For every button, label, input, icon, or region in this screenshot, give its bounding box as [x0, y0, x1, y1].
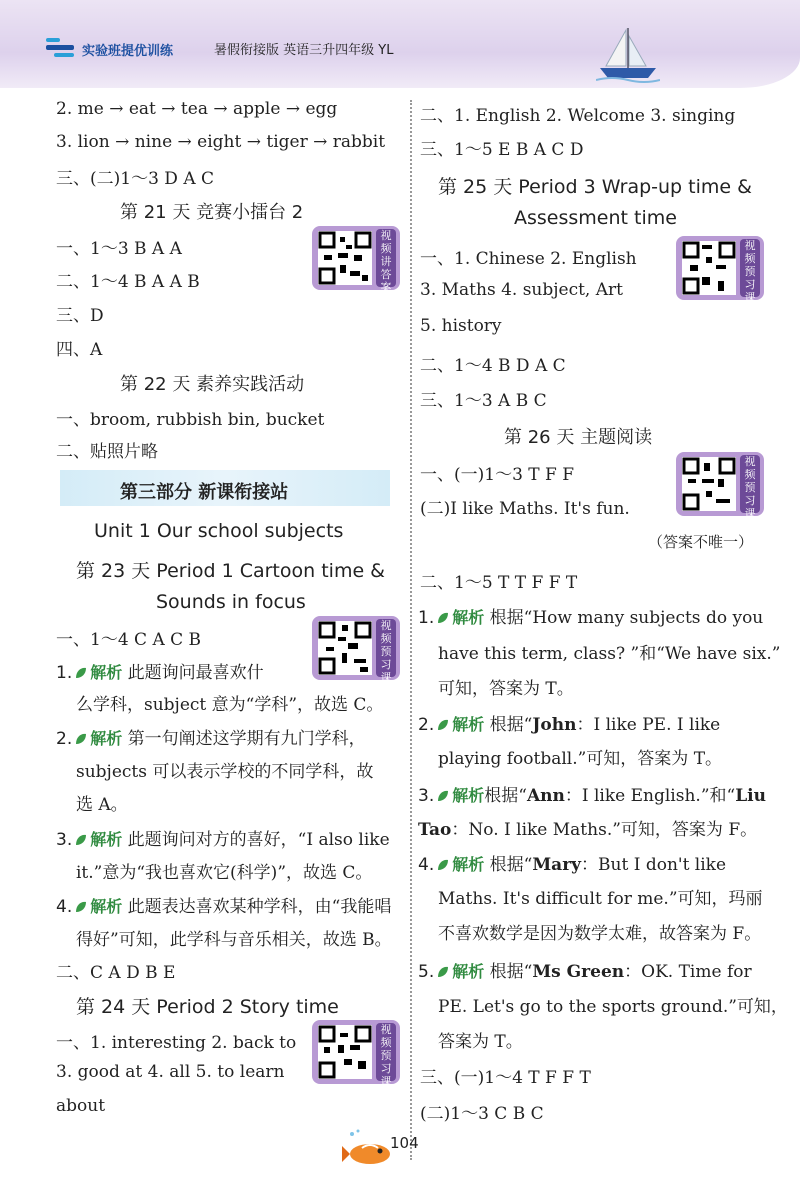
explanation-text: 根据“ — [484, 855, 533, 875]
item-number: 1. — [418, 608, 435, 628]
qr-pattern — [682, 457, 736, 511]
section-title-day26: 第 26 天 主题阅读 — [504, 427, 653, 448]
answer-line: (二)1～3 C B C — [420, 1104, 544, 1124]
unit-title: Unit 1 Our school subjects — [94, 520, 344, 542]
page-number: 104 — [390, 1134, 419, 1152]
qr-pattern — [682, 241, 736, 295]
section-title-day22: 第 22 天 素养实践活动 — [120, 374, 305, 395]
analysis-label: 解析 — [452, 715, 485, 734]
analysis-label: 解析 — [90, 729, 123, 748]
explanation-text: 答案为 T。 — [438, 1032, 523, 1052]
leaf-icon — [436, 718, 450, 732]
explanation-text: ：I like English.”和“ — [564, 786, 736, 806]
analysis-label: 解析 — [452, 608, 485, 627]
column-divider — [410, 100, 412, 1160]
explanation-4 — [56, 892, 391, 917]
answer-line: 三、1～3 A B C — [420, 391, 547, 411]
explanation-text: 根据“ — [484, 715, 533, 735]
explanation-text: 根据“How many subjects do you — [484, 608, 764, 628]
answer-line: 一、1. Chinese 2. English — [420, 249, 637, 269]
explanation-text: have this term, class? ”和“We have six.” — [438, 644, 781, 664]
item-number: 1. — [56, 663, 73, 683]
qr-code-video[interactable] — [676, 236, 764, 304]
item-number: 2. — [418, 715, 435, 735]
leaf-icon — [436, 611, 450, 625]
answer-line: 三、D — [56, 306, 104, 326]
explanation-text: PE. Let's go to the sports ground.”可知， — [438, 997, 788, 1017]
answer-line: 一、1～4 C A C B — [56, 630, 202, 650]
leaf-icon — [436, 789, 450, 803]
explanation-text: 选 A。 — [76, 795, 128, 815]
answer-line: 二、1. English 2. Welcome 3. singing — [420, 106, 736, 126]
explanation-text: 根据“ — [484, 786, 527, 806]
analysis-label: 解析 — [90, 663, 123, 682]
explanation-1 — [56, 658, 264, 683]
sailboat-icon — [596, 26, 660, 84]
leaf-icon — [74, 666, 88, 680]
section-title-day24: 第 24 天 Period 2 Story time — [76, 996, 339, 1018]
speaker-name: John — [532, 715, 577, 735]
answer-line: 三、(一)1～4 T F F T — [420, 1068, 591, 1088]
qr-code-video[interactable] — [312, 1020, 400, 1088]
explanation-text: playing football.”可知，答案为 T。 — [438, 749, 723, 769]
explanation-text: 得好”可知，此学科与音乐相关，故选 B。 — [76, 930, 392, 950]
answer-line: 二、1～5 T T F F T — [420, 573, 578, 593]
qr-code-video[interactable] — [676, 452, 764, 520]
explanation-5 — [418, 957, 752, 982]
analysis-label: 解析 — [452, 962, 485, 981]
qr-code-video[interactable] — [312, 226, 400, 294]
explanation-text: ：No. I like Maths.”可知，答案为 F。 — [451, 820, 758, 840]
item-number: 3. — [56, 830, 73, 850]
explanation-4 — [418, 850, 726, 875]
explanation-text: 可知，答案为 T。 — [438, 679, 574, 699]
header-title: 暑假衔接版 英语三升四年级 YL — [214, 43, 394, 58]
analysis-label: 解析 — [90, 830, 123, 849]
explanation-text: subjects 可以表示学校的不同学科，故 — [76, 762, 374, 782]
answer-line: 三、(二)1～3 D A C — [56, 169, 215, 189]
answer-line: about — [56, 1096, 106, 1116]
speaker-name: Liu — [735, 786, 766, 806]
explanation-text: ：But I don't like — [581, 855, 727, 875]
explanation-text: 此题询问对方的喜好，“I also like — [122, 830, 390, 850]
answer-line: 四、A — [56, 340, 103, 360]
explanation-3 — [418, 781, 766, 806]
note-text: （答案不唯一） — [648, 533, 754, 551]
explanation-3 — [56, 825, 390, 850]
speaker-name: Mary — [532, 855, 582, 875]
qr-label: 视频预习课 — [740, 239, 760, 297]
section-title-day25: 第 25 天 Period 3 Wrap-up time & — [438, 176, 752, 198]
logo-icon — [44, 36, 78, 60]
leaf-icon — [436, 858, 450, 872]
leaf-icon — [74, 833, 88, 847]
answer-line: 3. lion → nine → eight → tiger → rabbit — [56, 132, 386, 152]
section-title-day23-cont: Sounds in focus — [156, 591, 306, 613]
analysis-label: 解析 — [452, 786, 485, 805]
leaf-icon — [74, 900, 88, 914]
item-number: 4. — [56, 897, 73, 917]
qr-code-video[interactable] — [312, 616, 400, 684]
answer-line: 一、1. interesting 2. back to — [56, 1033, 297, 1053]
speaker-name: Ann — [526, 786, 565, 806]
qr-label: 视频预习课 — [740, 455, 760, 513]
qr-pattern — [318, 621, 372, 675]
qr-label: 视频预习课 — [376, 1023, 396, 1081]
leaf-icon — [436, 965, 450, 979]
answer-line: 二、1～4 B D A C — [420, 356, 566, 376]
answer-line: 三、1～5 E B A C D — [420, 140, 584, 160]
answer-line: 二、1～4 B A A B — [56, 272, 200, 292]
explanation-text: it.”意为“我也喜欢它(科学)”，故选 C。 — [76, 863, 373, 883]
speaker-name: Tao — [418, 820, 452, 840]
section-title-day25-cont: Assessment time — [514, 207, 677, 229]
item-number: 4. — [418, 855, 435, 875]
answer-line: 3. good at 4. all 5. to learn — [56, 1062, 285, 1082]
qr-pattern — [318, 231, 372, 285]
explanation-text: 么学科，subject 意为“学科”，故选 C。 — [76, 695, 384, 715]
explanation-text: ：OK. Time for — [624, 962, 752, 982]
answer-line: 3. Maths 4. subject, Art — [420, 280, 623, 300]
analysis-label: 解析 — [452, 855, 485, 874]
explanation-text: 此题表达喜欢某种学科，由“我能唱 — [122, 897, 392, 917]
qr-label: 视频讲答案 — [376, 229, 396, 287]
analysis-label: 解析 — [90, 897, 123, 916]
answer-line: (二)I like Maths. It's fun. — [420, 499, 630, 519]
answer-line: 5. history — [420, 316, 502, 336]
explanation-2 — [418, 710, 720, 735]
explanation-text: Maths. It's difficult for me.”可知，玛丽 — [438, 889, 763, 909]
fish-icon — [340, 1128, 396, 1168]
answer-line: 一、1～3 B A A — [56, 239, 182, 259]
item-number: 3. — [418, 786, 435, 806]
item-number: 2. — [56, 729, 73, 749]
qr-pattern — [318, 1025, 372, 1079]
speaker-name: Ms Green — [532, 962, 625, 982]
answer-line: 一、broom, rubbish bin, bucket — [56, 410, 325, 430]
answer-line: 2. me → eat → tea → apple → egg — [56, 99, 338, 119]
brand-name: 实验班提优训练 — [82, 44, 174, 59]
part-title: 第三部分 新课衔接站 — [120, 482, 289, 503]
explanation-text: 根据“ — [484, 962, 533, 982]
explanation-text: 不喜欢数学是因为数学太难，故答案为 F。 — [438, 924, 762, 944]
item-number: 5. — [418, 962, 435, 982]
qr-label: 视频预习课 — [376, 619, 396, 677]
explanation-2 — [56, 724, 366, 749]
explanation-text: 第一句阐述这学期有九门学科， — [122, 729, 366, 749]
explanation-text: ：I like PE. I like — [576, 715, 721, 735]
section-title-day21: 第 21 天 竞赛小擂台 2 — [120, 202, 304, 223]
answer-line: 二、贴照片略 — [56, 442, 158, 462]
explanation-text: 此题询问最喜欢什 — [122, 663, 264, 683]
answer-line: 一、(一)1～3 T F F — [420, 465, 575, 485]
answer-line: 二、C A D B E — [56, 963, 176, 983]
explanation-1 — [418, 603, 763, 628]
explanation-text — [418, 815, 757, 840]
leaf-icon — [74, 732, 88, 746]
section-title-day23: 第 23 天 Period 1 Cartoon time & — [76, 560, 385, 582]
